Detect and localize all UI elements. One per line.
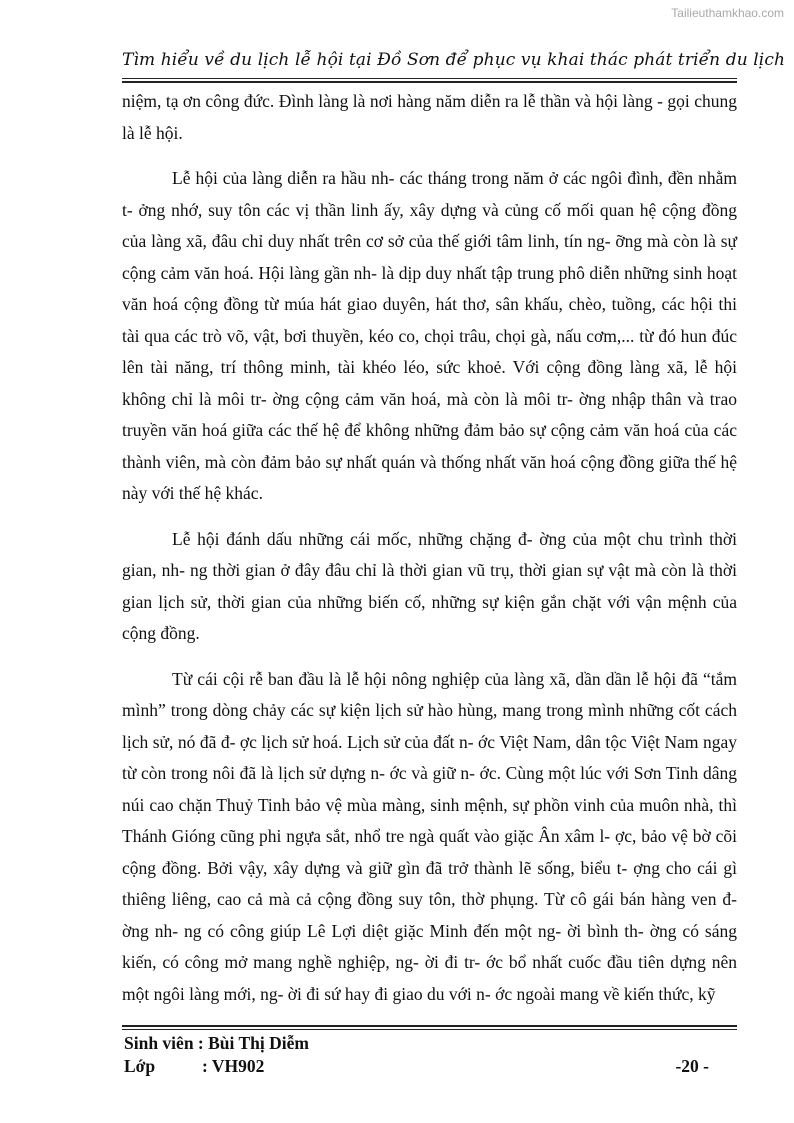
paragraph-1: niệm, tạ ơn công đức. Đình làng là nơi hàng năm diễn ra lễ thần và hội làng - gọi chung là lễ hội.: [122, 91, 737, 143]
page-header-title: Tìm hiểu về du lịch lễ hội tại Đồ Sơn để phục vụ khai thác phát triển du lịch: [122, 50, 785, 70]
paragraph-2: Lễ hội của làng diễn ra hầu nh- các tháng trong năm ở các ngôi đình, đền nhằm t- ởng nhớ, suy tôn các vị thần linh ấy, xây dựng và củng cố mối quan hệ cộng đồng của làng xã, đâu chỉ duy nhất trên cơ sở của thế giới tâm linh, tín ng- ỡng mà còn là sự cộng cảm văn hoá. Hội làng gần nh- là dịp duy nhất tập trung phô diễn những sinh hoạt văn hoá cộng đồng từ múa hát giao duyên, hát thơ, sân khấu, chèo, tuồng, các hội thi tài qua các trò võ, vật, bơi thuyền, kéo co, chọi trâu, chọi gà, nấu cơm,... từ đó hun đúc lên tài năng, trí thông minh, tài khéo léo, sức khoẻ. Với cộng đồng làng xã, lễ hội không chỉ là môi tr- ờng cộng cảm văn hoá, mà còn là môi tr- ờng nhập thân và trao truyền văn hoá giữa các thế hệ để không những đảm bảo sự cộng cảm văn hoá của các thành viên, mà còn đảm bảo sự nhất quán và thống nhất văn hoá cộng đồng giữa thế hệ này với thế hệ khác.: [122, 168, 737, 503]
paragraph-3: Lễ hội đánh dấu những cái mốc, những chặng đ- ờng của một chu trình thời gian, nh- ng thời gian ở đây đâu chỉ là thời gian vũ trụ, thời gian sự vật mà còn là thời gian lịch sử, thời gian của những biến cố, những sự kiện gắn chặt với vận mệnh của cộng đồng.: [122, 528, 737, 643]
paragraph-4: Từ cái cội rễ ban đầu là lễ hội nông nghiệp của làng xã, dần dần lễ hội đã “tắm mình” trong dòng chảy các sự kiện lịch sử hào hùng, mang trong mình những cốt cách lịch sử, nó đã đ- ợc lịch sử hoá. Lịch sử của đất n- ớc Việt Nam, dân tộc Việt Nam ngay từ còn trong nôi đã là lịch sử dựng n- ớc và giữ n- ớc. Cùng một lúc với Sơn Tinh dâng núi cao chặn Thuỷ Tinh bảo vệ mùa màng, sinh mệnh, sự phồn vinh của muôn nhà, thì Thánh Gióng cũng phi ngựa sắt, nhổ tre ngà quất vào giặc Ân xâm l- ợc, bảo vệ bờ cõi cộng đồng. Bởi vậy, xây dựng và giữ gìn đã trở thành lẽ sống, biểu t- ợng cho cái gì thiêng liêng, cao cả mà cả cộng đồng suy tôn, thờ phụng. Từ cô gái bán hàng ven đ- ờng nh- ng có công giúp Lê Lợi diệt giặc Minh đến một ng- ời bình th- ờng có sáng kiến, có công mở mang nghề nghiệp, ng- ời đi tr- ớc bổ nhất cuốc đầu tiên dựng nên một ngôi làng mới, ng- ời đi sứ hay đi giao du với n- ớc ngoài mang về kiến thức, kỹ: [122, 668, 737, 1004]
footer-student: Sinh viên : Bùi Thị Diễm: [124, 1033, 309, 1053]
header-rule-thick: [122, 81, 737, 83]
document-body: [122, 86, 737, 1024]
header-rule: [122, 78, 737, 79]
watermark-text: Tailieuthamkhao.com: [671, 6, 784, 20]
footer-class-value: : VH902: [202, 1056, 265, 1076]
footer-rule-thick: [122, 1025, 737, 1027]
footer-class-label: Lớp: [124, 1056, 156, 1076]
footer-rule: [122, 1029, 737, 1030]
footer-class-line: [124, 1056, 709, 1077]
page-number: -20 -: [675, 1056, 709, 1076]
